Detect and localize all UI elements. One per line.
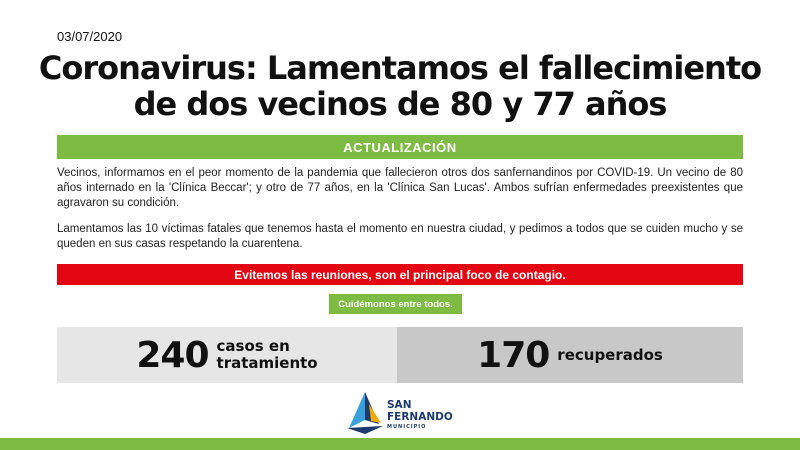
- publish-date: 03/07/2020: [57, 29, 123, 44]
- update-label: ACTUALIZACIÓN: [343, 139, 457, 155]
- alert-banner: [57, 264, 743, 285]
- care-label: Cuidémonos entre todos.: [338, 298, 453, 310]
- paragraph-condolences: Lamentamos las 10 víctimas fatales que tenemos hasta el momento en nuestra ciudad, y pedimos a todos que se cuiden mucho y se queden en sus casas respetando la cuarentena.: [57, 223, 743, 250]
- title-line-1: Coronavirus: Lamentamos el fallecimiento: [38, 49, 762, 87]
- stat-treatment-label: casos en tratamiento: [216, 337, 318, 372]
- footer-bar: [0, 438, 800, 450]
- title-line-2: de dos vecinos de 80 y 77 años: [133, 85, 667, 123]
- stat-treatment-number: 240: [136, 334, 209, 376]
- update-banner: [57, 135, 743, 159]
- page-title: [20, 50, 780, 122]
- logo-line-1: SAN: [387, 399, 412, 411]
- alert-text: Evitemos las reuniones, son el principal foco de contagio.: [234, 267, 566, 282]
- municipality-logo: [345, 390, 465, 435]
- logo-line-3: MUNICIPIO: [387, 424, 427, 430]
- paragraph-announcement: Vecinos, informamos en el peor momento de la pandemia que fallecieron otros dos sanfernandinos por COVID-19. Un vecino de 80 años internado en la 'Clínica Beccar'; y otro de 77 años, en la 'Clínica San Lucas'. Ambos sufrían enfermedades preexistentes que agravaron su condición.: [57, 167, 743, 209]
- logo-wordmark: [387, 399, 453, 431]
- stat-recovered-number: 170: [477, 334, 550, 376]
- stat-recovered-label: recuperados: [557, 345, 663, 364]
- care-badge: [329, 294, 462, 314]
- stat-treatment: [57, 327, 397, 383]
- logo-line-2: FERNANDO: [387, 411, 453, 423]
- sailboat-icon: [345, 390, 385, 434]
- stat-recovered: [397, 327, 743, 383]
